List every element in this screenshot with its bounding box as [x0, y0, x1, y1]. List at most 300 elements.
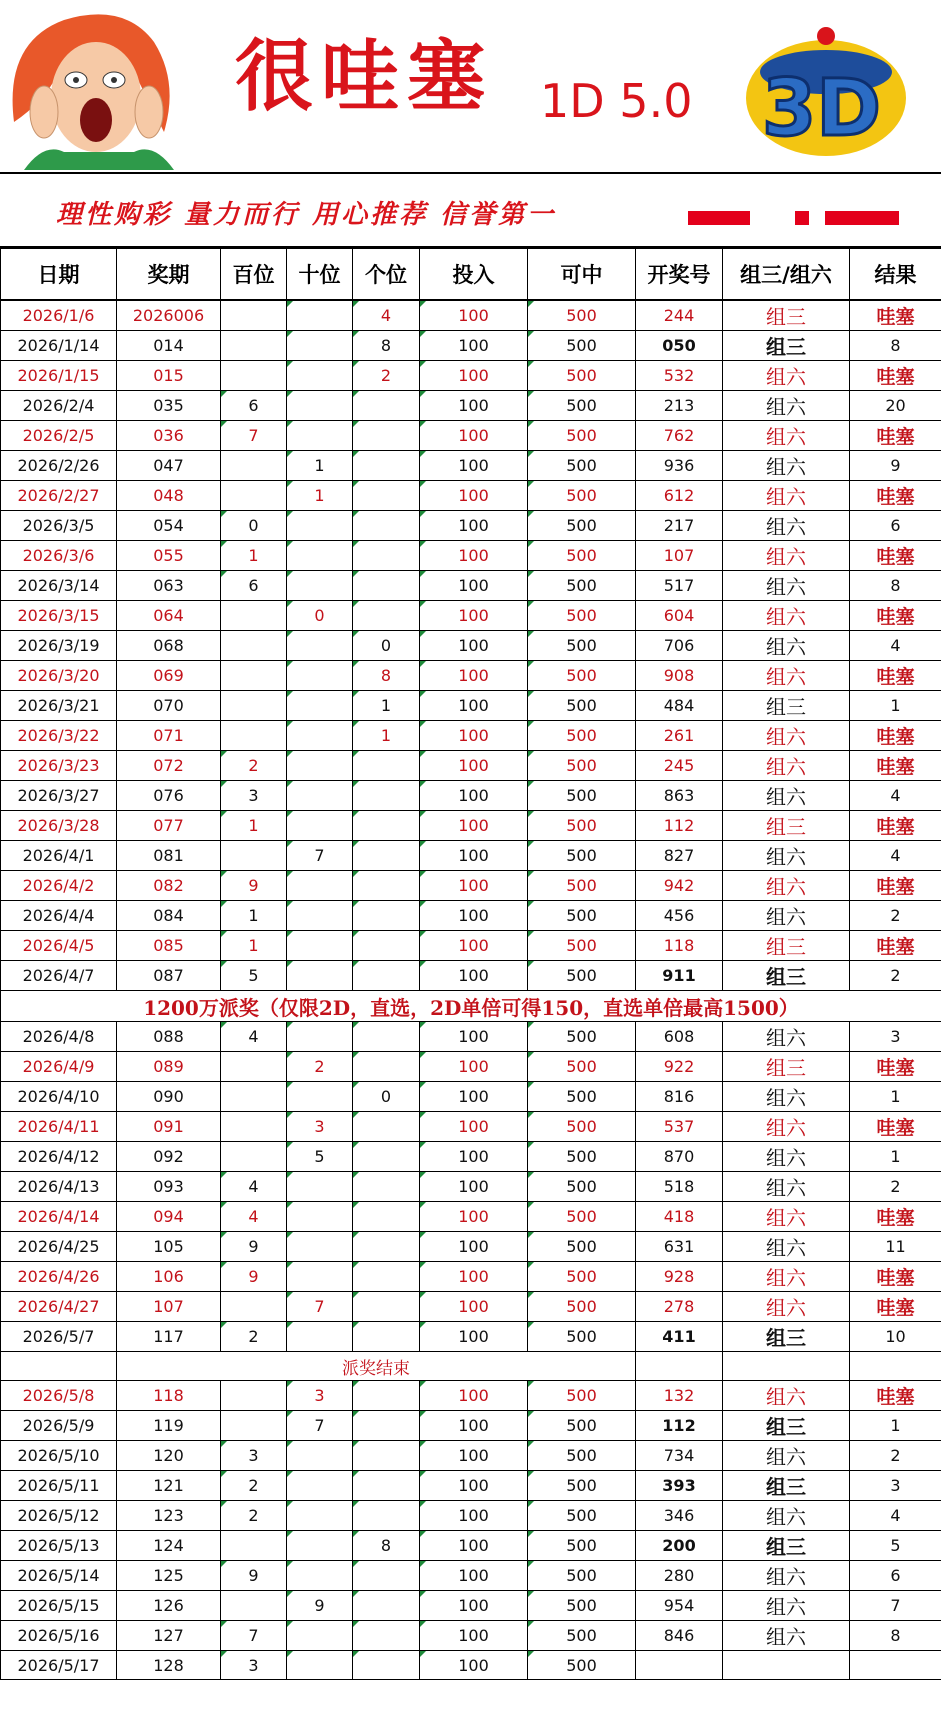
- payout-cell: 500: [528, 1381, 636, 1411]
- table-row: [1, 1082, 941, 1112]
- period-cell: 076: [117, 781, 221, 811]
- group-type-cell: 组六: [723, 541, 850, 571]
- hundreds-cell: [221, 1531, 287, 1561]
- payout-cell: 500: [528, 571, 636, 601]
- tens-cell: [287, 1082, 353, 1112]
- payout-cell: 500: [528, 391, 636, 421]
- result-cell: 哇塞: [850, 1112, 941, 1142]
- decor-red-bar: [688, 211, 750, 225]
- result-cell: 7: [850, 1591, 941, 1621]
- group-type-cell: 组六: [723, 481, 850, 511]
- table-row: [1, 451, 941, 481]
- table-row: [1, 901, 941, 931]
- table-row: [1, 481, 941, 511]
- group-type-cell: 组六: [723, 571, 850, 601]
- stake-cell: 100: [420, 871, 528, 901]
- hundreds-cell: 4: [221, 1022, 287, 1052]
- payout-cell: 500: [528, 541, 636, 571]
- period-cell: 070: [117, 691, 221, 721]
- hundreds-cell: 4: [221, 1172, 287, 1202]
- payout-cell: 500: [528, 871, 636, 901]
- units-cell: [353, 901, 420, 931]
- result-cell: 4: [850, 631, 941, 661]
- date-cell: 2026/4/9: [1, 1052, 117, 1082]
- group-type-cell: 组六: [723, 1501, 850, 1531]
- units-cell: [353, 1561, 420, 1591]
- date-cell: 2026/3/19: [1, 631, 117, 661]
- table-row: [1, 1441, 941, 1471]
- units-cell: [353, 1322, 420, 1352]
- period-cell: 121: [117, 1471, 221, 1501]
- period-cell: 069: [117, 661, 221, 691]
- date-cell: 2026/3/22: [1, 721, 117, 751]
- period-cell: 127: [117, 1621, 221, 1651]
- hundreds-cell: 1: [221, 901, 287, 931]
- stake-cell: 100: [420, 901, 528, 931]
- table-row: [1, 931, 941, 961]
- header: [0, 0, 941, 174]
- group-type-cell: 组三: [723, 331, 850, 361]
- units-cell: [353, 751, 420, 781]
- svg-text:3D: 3D: [762, 64, 882, 154]
- stake-cell: 100: [420, 1471, 528, 1501]
- period-cell: 036: [117, 421, 221, 451]
- period-cell: 071: [117, 721, 221, 751]
- tens-cell: [287, 811, 353, 841]
- tens-cell: [287, 511, 353, 541]
- draw-number-cell: 870: [636, 1142, 723, 1172]
- units-cell: [353, 571, 420, 601]
- hundreds-cell: 6: [221, 571, 287, 601]
- draw-number-cell: 393: [636, 1471, 723, 1501]
- units-cell: [353, 1651, 420, 1680]
- payout-cell: 500: [528, 1292, 636, 1322]
- group-type-cell: 组六: [723, 1232, 850, 1262]
- table-row: [1, 751, 941, 781]
- payout-cell: 500: [528, 781, 636, 811]
- table-row: [1, 1501, 941, 1531]
- date-cell: 2026/4/10: [1, 1082, 117, 1112]
- 3d-lottery-logo-icon: [742, 10, 910, 160]
- draw-number-cell: 631: [636, 1232, 723, 1262]
- hundreds-cell: 7: [221, 421, 287, 451]
- result-cell: 3: [850, 1471, 941, 1501]
- col-header: 十位: [287, 248, 353, 300]
- draw-number-cell: 612: [636, 481, 723, 511]
- blank-cell: [850, 1352, 941, 1381]
- draw-number-cell: 608: [636, 1022, 723, 1052]
- period-cell: 091: [117, 1112, 221, 1142]
- payout-cell: 500: [528, 1082, 636, 1112]
- col-header: 奖期: [117, 248, 221, 300]
- date-cell: 2026/4/4: [1, 901, 117, 931]
- date-cell: 2026/1/6: [1, 300, 117, 331]
- stake-cell: 100: [420, 421, 528, 451]
- payout-cell: 500: [528, 661, 636, 691]
- hundreds-cell: [221, 451, 287, 481]
- tens-cell: [287, 1172, 353, 1202]
- decor-red-bar: [825, 211, 899, 225]
- stake-cell: 100: [420, 781, 528, 811]
- promo-note-text: 1200万派奖（仅限2D，直选，2D单倍可得150，直选单倍最高1500）: [1, 991, 941, 1022]
- group-type-cell: 组三: [723, 961, 850, 991]
- stake-cell: 100: [420, 961, 528, 991]
- stake-cell: 100: [420, 300, 528, 331]
- draw-number-cell: 922: [636, 1052, 723, 1082]
- stake-cell: 100: [420, 1561, 528, 1591]
- group-type-cell: 组六: [723, 1621, 850, 1651]
- date-cell: 2026/3/15: [1, 601, 117, 631]
- stake-cell: 100: [420, 691, 528, 721]
- hundreds-cell: 2: [221, 1471, 287, 1501]
- stake-cell: 100: [420, 541, 528, 571]
- col-header: 投入: [420, 248, 528, 300]
- date-cell: 2026/3/6: [1, 541, 117, 571]
- group-type-cell: 组六: [723, 901, 850, 931]
- units-cell: [353, 1262, 420, 1292]
- tens-cell: [287, 1651, 353, 1680]
- result-cell: 哇塞: [850, 661, 941, 691]
- hundreds-cell: 3: [221, 1651, 287, 1680]
- hundreds-cell: 1: [221, 811, 287, 841]
- table-row: [1, 631, 941, 661]
- date-cell: 2026/4/11: [1, 1112, 117, 1142]
- hundreds-cell: 3: [221, 1441, 287, 1471]
- group-type-cell: 组六: [723, 1172, 850, 1202]
- hundreds-cell: 7: [221, 1621, 287, 1651]
- date-cell: 2026/4/2: [1, 871, 117, 901]
- units-cell: [353, 811, 420, 841]
- payout-cell: 500: [528, 481, 636, 511]
- units-cell: [353, 511, 420, 541]
- units-cell: 0: [353, 631, 420, 661]
- hundreds-cell: 0: [221, 511, 287, 541]
- stake-cell: 100: [420, 721, 528, 751]
- draw-number-cell: 278: [636, 1292, 723, 1322]
- units-cell: 1: [353, 691, 420, 721]
- payout-cell: 500: [528, 1052, 636, 1082]
- period-cell: 118: [117, 1381, 221, 1411]
- table-row: [1, 781, 941, 811]
- result-cell: 4: [850, 1501, 941, 1531]
- tens-cell: [287, 391, 353, 421]
- stake-cell: 100: [420, 1322, 528, 1352]
- group-type-cell: 组六: [723, 871, 850, 901]
- table-row: [1, 511, 941, 541]
- tens-cell: 9: [287, 1591, 353, 1621]
- draw-number-cell: 537: [636, 1112, 723, 1142]
- period-cell: 084: [117, 901, 221, 931]
- draw-number-cell: 604: [636, 601, 723, 631]
- group-type-cell: 组六: [723, 1381, 850, 1411]
- units-cell: [353, 601, 420, 631]
- date-cell: 2026/5/15: [1, 1591, 117, 1621]
- units-cell: 0: [353, 1082, 420, 1112]
- slogan-bar: [0, 172, 941, 248]
- date-cell: 2026/5/12: [1, 1501, 117, 1531]
- table-row: [1, 1531, 941, 1561]
- hundreds-cell: [221, 661, 287, 691]
- group-type-cell: 组六: [723, 1262, 850, 1292]
- period-cell: 092: [117, 1142, 221, 1172]
- result-cell: 8: [850, 1621, 941, 1651]
- result-cell: 哇塞: [850, 721, 941, 751]
- col-header: 百位: [221, 248, 287, 300]
- table-row: [1, 1262, 941, 1292]
- tens-cell: [287, 541, 353, 571]
- payout-cell: 500: [528, 1411, 636, 1441]
- tens-cell: [287, 1561, 353, 1591]
- table-row: [1, 691, 941, 721]
- result-cell: 1: [850, 1411, 941, 1441]
- units-cell: [353, 541, 420, 571]
- draw-number-cell: 908: [636, 661, 723, 691]
- units-cell: [353, 1232, 420, 1262]
- table-row: [1, 1381, 941, 1411]
- result-cell: 20: [850, 391, 941, 421]
- draw-number-cell: 518: [636, 1172, 723, 1202]
- period-cell: 105: [117, 1232, 221, 1262]
- period-cell: 015: [117, 361, 221, 391]
- table-row: [1, 1142, 941, 1172]
- tens-cell: [287, 571, 353, 601]
- period-cell: 035: [117, 391, 221, 421]
- period-cell: 054: [117, 511, 221, 541]
- tens-cell: [287, 1471, 353, 1501]
- hundreds-cell: [221, 1292, 287, 1322]
- stake-cell: 100: [420, 361, 528, 391]
- result-cell: 8: [850, 571, 941, 601]
- group-type-cell: 组六: [723, 1022, 850, 1052]
- units-cell: [353, 1471, 420, 1501]
- payout-cell: 500: [528, 1172, 636, 1202]
- table-row: [1, 421, 941, 451]
- table-row: [1, 661, 941, 691]
- group-type-cell: 组六: [723, 1292, 850, 1322]
- group-type-cell: 组六: [723, 661, 850, 691]
- hundreds-cell: [221, 1082, 287, 1112]
- date-cell: 2026/5/13: [1, 1531, 117, 1561]
- units-cell: [353, 1441, 420, 1471]
- tens-cell: [287, 1441, 353, 1471]
- tens-cell: 1: [287, 451, 353, 481]
- table-row: [1, 331, 941, 361]
- group-type-cell: 组六: [723, 631, 850, 661]
- draw-number-cell: 118: [636, 931, 723, 961]
- draw-number-cell: 827: [636, 841, 723, 871]
- payout-cell: 500: [528, 1501, 636, 1531]
- period-cell: 088: [117, 1022, 221, 1052]
- payout-cell: 500: [528, 1561, 636, 1591]
- date-cell: 2026/3/23: [1, 751, 117, 781]
- table-row: [1, 1232, 941, 1262]
- payout-cell: 500: [528, 841, 636, 871]
- draw-number-cell: 200: [636, 1531, 723, 1561]
- table-row: [1, 1172, 941, 1202]
- blank-cell: [723, 1352, 850, 1381]
- draw-number-cell: 050: [636, 331, 723, 361]
- hundreds-cell: 2: [221, 751, 287, 781]
- stake-cell: 100: [420, 931, 528, 961]
- result-cell: 哇塞: [850, 1262, 941, 1292]
- group-type-cell: 组六: [723, 601, 850, 631]
- tens-cell: [287, 781, 353, 811]
- payout-cell: 500: [528, 691, 636, 721]
- payout-cell: 500: [528, 1651, 636, 1680]
- payout-cell: 500: [528, 961, 636, 991]
- hundreds-cell: [221, 1052, 287, 1082]
- draw-number-cell: 107: [636, 541, 723, 571]
- stake-cell: 100: [420, 1651, 528, 1680]
- draw-number-cell: 112: [636, 1411, 723, 1441]
- table-row: [1, 1112, 941, 1142]
- draw-number-cell: 484: [636, 691, 723, 721]
- tens-cell: 7: [287, 1411, 353, 1441]
- date-cell: 2026/5/11: [1, 1471, 117, 1501]
- period-cell: 2026006: [117, 300, 221, 331]
- group-type-cell: 组六: [723, 1112, 850, 1142]
- result-cell: 2: [850, 961, 941, 991]
- date-cell: 2026/3/28: [1, 811, 117, 841]
- table-row: [1, 1561, 941, 1591]
- table-row: [1, 1621, 941, 1651]
- hundreds-cell: [221, 721, 287, 751]
- table-row: [1, 1471, 941, 1501]
- draw-number-cell: 517: [636, 571, 723, 601]
- units-cell: 8: [353, 661, 420, 691]
- tens-cell: 7: [287, 1292, 353, 1322]
- stake-cell: 100: [420, 1381, 528, 1411]
- units-cell: [353, 391, 420, 421]
- result-cell: 哇塞: [850, 1202, 941, 1232]
- result-cell: 哇塞: [850, 1381, 941, 1411]
- date-cell: 2026/2/5: [1, 421, 117, 451]
- tens-cell: [287, 691, 353, 721]
- units-cell: [353, 871, 420, 901]
- group-type-cell: 组三: [723, 1531, 850, 1561]
- hundreds-cell: [221, 331, 287, 361]
- table-row: [1, 1591, 941, 1621]
- result-cell: 1: [850, 691, 941, 721]
- stake-cell: 100: [420, 1232, 528, 1262]
- tens-cell: 5: [287, 1142, 353, 1172]
- result-cell: 哇塞: [850, 871, 941, 901]
- tens-cell: [287, 1501, 353, 1531]
- group-type-cell: 组六: [723, 1561, 850, 1591]
- blank-cell: [1, 1352, 117, 1381]
- promo-end-row: [1, 1352, 941, 1381]
- stake-cell: 100: [420, 1292, 528, 1322]
- draw-number-cell: 816: [636, 1082, 723, 1112]
- table-row: [1, 871, 941, 901]
- group-type-cell: [723, 1651, 850, 1680]
- hundreds-cell: 1: [221, 931, 287, 961]
- tens-cell: [287, 871, 353, 901]
- tens-cell: [287, 961, 353, 991]
- stake-cell: 100: [420, 1411, 528, 1441]
- units-cell: [353, 1022, 420, 1052]
- result-cell: 9: [850, 451, 941, 481]
- stake-cell: 100: [420, 1262, 528, 1292]
- tens-cell: [287, 721, 353, 751]
- hundreds-cell: [221, 1381, 287, 1411]
- table-row: [1, 961, 941, 991]
- units-cell: 1: [353, 721, 420, 751]
- tens-cell: 0: [287, 601, 353, 631]
- stake-cell: 100: [420, 1531, 528, 1561]
- tens-cell: 2: [287, 1052, 353, 1082]
- payout-cell: 500: [528, 751, 636, 781]
- units-cell: [353, 1621, 420, 1651]
- date-cell: 2026/4/12: [1, 1142, 117, 1172]
- period-cell: 014: [117, 331, 221, 361]
- hundreds-cell: [221, 1591, 287, 1621]
- stake-cell: 100: [420, 841, 528, 871]
- table-row: [1, 841, 941, 871]
- date-cell: 2026/4/25: [1, 1232, 117, 1262]
- draw-number-cell: 911: [636, 961, 723, 991]
- draw-number-cell: 217: [636, 511, 723, 541]
- hundreds-cell: [221, 691, 287, 721]
- date-cell: 2026/5/8: [1, 1381, 117, 1411]
- period-cell: 106: [117, 1262, 221, 1292]
- period-cell: 048: [117, 481, 221, 511]
- hundreds-cell: 6: [221, 391, 287, 421]
- units-cell: [353, 1202, 420, 1232]
- draw-number-cell: 942: [636, 871, 723, 901]
- hundreds-cell: 9: [221, 871, 287, 901]
- hundreds-cell: [221, 841, 287, 871]
- group-type-cell: 组三: [723, 300, 850, 331]
- draw-number-cell: [636, 1651, 723, 1680]
- hundreds-cell: [221, 300, 287, 331]
- draw-number-cell: 132: [636, 1381, 723, 1411]
- hundreds-cell: [221, 631, 287, 661]
- group-type-cell: 组六: [723, 511, 850, 541]
- payout-cell: 500: [528, 451, 636, 481]
- payout-cell: 500: [528, 1531, 636, 1561]
- units-cell: [353, 1411, 420, 1441]
- table-row: [1, 721, 941, 751]
- payout-cell: 500: [528, 300, 636, 331]
- result-cell: 2: [850, 1172, 941, 1202]
- date-cell: 2026/5/10: [1, 1441, 117, 1471]
- result-cell: 哇塞: [850, 1292, 941, 1322]
- result-cell: 3: [850, 1022, 941, 1052]
- group-type-cell: 组六: [723, 1441, 850, 1471]
- period-cell: 089: [117, 1052, 221, 1082]
- group-type-cell: 组六: [723, 1082, 850, 1112]
- units-cell: [353, 1172, 420, 1202]
- date-cell: 2026/3/27: [1, 781, 117, 811]
- group-type-cell: 组六: [723, 841, 850, 871]
- units-cell: [353, 451, 420, 481]
- period-cell: 093: [117, 1172, 221, 1202]
- result-cell: 哇塞: [850, 601, 941, 631]
- date-cell: 2026/4/26: [1, 1262, 117, 1292]
- tens-cell: 3: [287, 1381, 353, 1411]
- payout-cell: 500: [528, 901, 636, 931]
- stake-cell: 100: [420, 601, 528, 631]
- group-type-cell: 组六: [723, 451, 850, 481]
- result-cell: 6: [850, 1561, 941, 1591]
- date-cell: 2026/5/9: [1, 1411, 117, 1441]
- payout-cell: 500: [528, 1202, 636, 1232]
- tens-cell: [287, 300, 353, 331]
- period-cell: 081: [117, 841, 221, 871]
- payout-cell: 500: [528, 1591, 636, 1621]
- hundreds-cell: [221, 601, 287, 631]
